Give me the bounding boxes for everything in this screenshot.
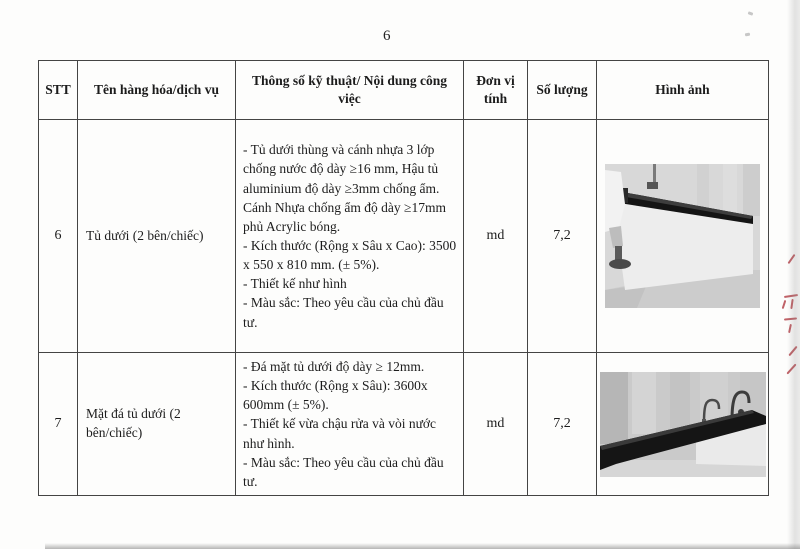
row7-specs: [236, 353, 464, 496]
row6-photo-cell: [597, 120, 769, 353]
cabinet-photo: [605, 164, 760, 308]
spec-line: - Thiết kế vừa chậu rửa và vòi nước như hình.: [243, 416, 437, 451]
table-row: [39, 120, 769, 353]
countertop-photo: [600, 372, 766, 477]
row7-item-name: Mặt đá tủ dưới (2 bên/chiếc): [78, 353, 236, 496]
header-image: Hình ảnh: [597, 61, 769, 120]
header-quantity: Số lượng: [528, 61, 597, 120]
header-unit: Đơn vị tính: [464, 61, 528, 120]
spec-line: - Màu sắc: Theo yêu cầu của chủ đầu tư.: [243, 295, 444, 330]
row7-unit: md: [464, 353, 528, 496]
row6-item-name: Tủ dưới (2 bên/chiếc): [78, 120, 236, 353]
row6-stt: 6: [39, 120, 78, 353]
row7-photo-cell: [597, 353, 769, 496]
scan-shadow-right: [787, 0, 800, 549]
scan-speck: [748, 11, 754, 16]
scan-speck: [745, 33, 750, 37]
scan-shadow-bottom: [45, 543, 800, 549]
red-pen-marks: [784, 317, 797, 320]
red-pen-marks: [788, 324, 792, 333]
spec-line: - Đá mặt tủ dưới độ dày ≥ 12mm.: [243, 359, 425, 374]
items-table: [38, 60, 769, 496]
red-pen-marks: [784, 294, 798, 298]
header-specs: Thông số kỹ thuật/ Nội dung công việc: [236, 61, 464, 120]
red-pen-marks: [790, 299, 793, 309]
table-row: [39, 353, 769, 496]
row6-unit: md: [464, 120, 528, 353]
red-pen-marks: [788, 346, 797, 356]
table-header-row: [39, 61, 769, 120]
spec-line: - Màu sắc: Theo yêu cầu của chủ đầu tư.: [243, 454, 444, 489]
spec-line: - Thiết kế như hình: [243, 276, 347, 292]
row6-specs: [236, 120, 464, 353]
header-stt: STT: [39, 61, 78, 120]
row6-quantity: 7,2: [528, 120, 597, 353]
header-item-name: Tên hàng hóa/dịch vụ: [78, 61, 236, 120]
spec-line: - Kích thước (Rộng x Sâu): 3600x 600mm (± 5%).: [243, 378, 428, 413]
red-pen-marks: [782, 300, 787, 309]
spec-line: - Tủ dưới thùng và cánh nhựa 3 lớp chống nước độ dày ≥16 mm, Hậu tủ aluminium độ dày ≥3mm chống ẩm. Cánh Nhựa chống ẩm độ dày ≥17mm phủ Acrylic bóng.: [243, 142, 446, 234]
row7-stt: 7: [39, 353, 78, 496]
spec-line: - Kích thước (Rộng x Sâu x Cao): 3500 x 550 x 810 mm. (± 5%).: [243, 238, 457, 273]
red-pen-marks: [788, 254, 796, 264]
red-pen-marks: [786, 364, 796, 375]
row7-quantity: 7,2: [528, 353, 597, 496]
page-number: 6: [383, 28, 391, 44]
